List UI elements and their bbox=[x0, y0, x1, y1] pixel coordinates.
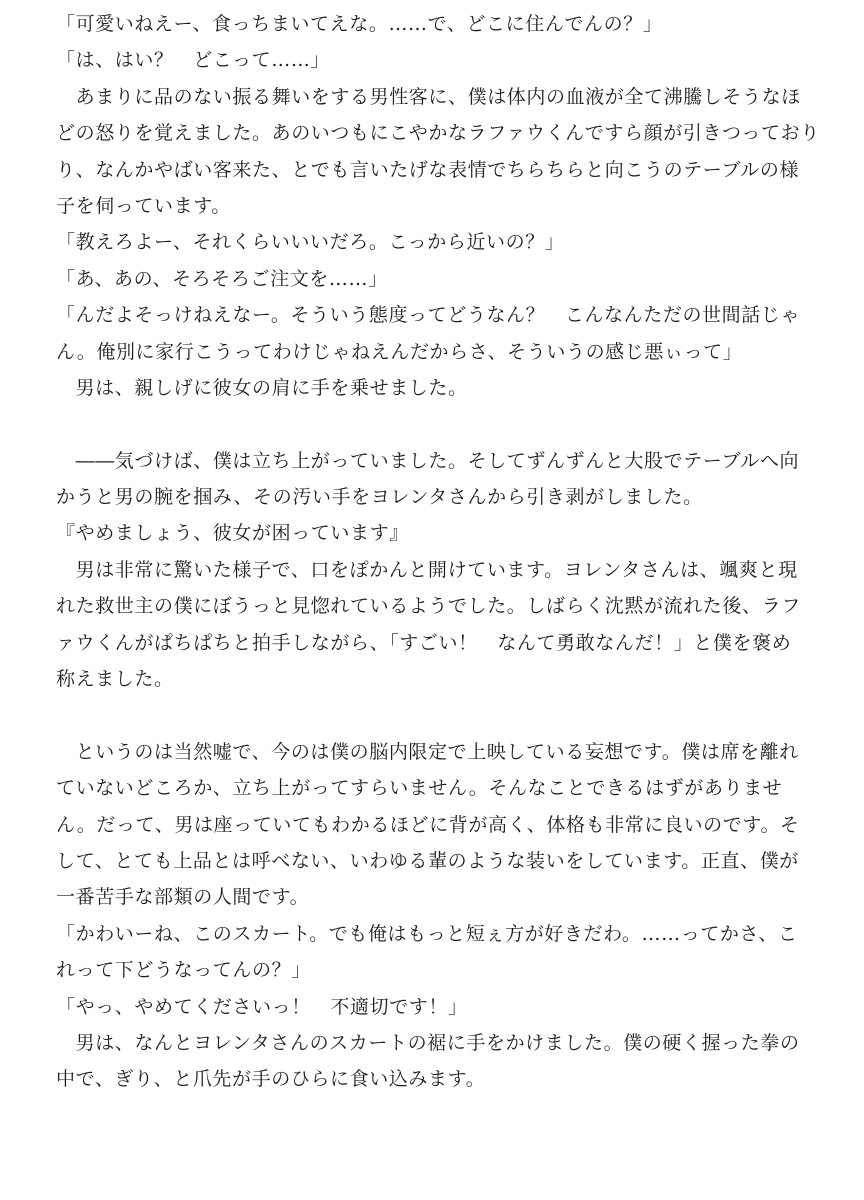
text-line: 「は、はい？ どこって……」 bbox=[56, 49, 331, 72]
text-line: ていないどころか、立ち上がってすらいません。そんなことできるはずがありませ bbox=[56, 777, 783, 800]
text-line: して、とても上品とは呼べない、いわゆる輩のような装いをしています。正直、僕が bbox=[56, 849, 799, 872]
text-line: 子を伺っています。 bbox=[56, 194, 231, 217]
text-line: あまりに品のない振る舞いをする男性客に、僕は体内の血液が全て沸騰しそうなほ bbox=[56, 85, 801, 108]
text-line: 中で、ぎり、と爪先が手のひらに食い込みます。 bbox=[56, 1068, 486, 1091]
blank-line bbox=[56, 406, 824, 442]
text-line: 称えました。 bbox=[56, 668, 174, 691]
text-line: れた救世主の僕にぼうっと見惚れているようでした。しばらく沈黙が流れた後、ラフ bbox=[56, 595, 801, 618]
text-line: ん。だって、男は座っていてもわかるほどに背が高く、体格も非常に良いのです。そ bbox=[56, 813, 800, 836]
text-line: 「んだよそっけねえなー。そういう態度ってどうなん？ こんなんただの世間話じゃ bbox=[56, 304, 801, 327]
text-line: れって下どうなってんの？」 bbox=[56, 959, 311, 982]
text-line: 「可愛いねえー、食っちまいてえな。……で、どこに住んでんの？」 bbox=[56, 13, 663, 35]
text-line: ――気づけば、僕は立ち上がっていました。そしてずんずんと大股でテーブルへ向 bbox=[56, 449, 800, 472]
text-line: 「かわいーね、このスカート。でも俺はもっと短ぇ方が好きだわ。……ってかさ、こ bbox=[56, 922, 798, 945]
text-line: 「あ、あの、そろそろご注文を……」 bbox=[56, 267, 388, 290]
text-line: 男は非常に驚いた様子で、口をぽかんと開けています。ヨレンタさんは、颯爽と現 bbox=[56, 558, 798, 581]
text-line: 『やめましょう、彼女が困っています』 bbox=[56, 522, 409, 545]
text-line: 男は、親しげに彼女の肩に手を乗せました。 bbox=[56, 376, 468, 399]
blank-line bbox=[56, 697, 824, 733]
text-line: 一番苦手な部類の人間です。 bbox=[56, 886, 310, 909]
text-line: 男は、なんとヨレンタさんのスカートの裾に手をかけました。僕の硬く握った拳の bbox=[56, 1031, 800, 1054]
text-line: ん。俺別に家行こうってわけじゃねえんだからさ、そういうの感じ悪ぃって」 bbox=[56, 340, 743, 363]
text-line: 「やっ、やめてくださいっ！ 不適切です！」 bbox=[56, 995, 468, 1018]
text-line: り、なんかやばい客来た、とでも言いたげな表情でちらちらと向こうのテーブルの様 bbox=[56, 158, 800, 181]
text-line: というのは当然嘘で、今のは僕の脳内限定で上映している妄想です。僕は席を離れ bbox=[56, 740, 799, 763]
text-line: かうと男の腕を掴み、その汚い手をヨレンタさんから引き剥がしました。 bbox=[56, 486, 703, 509]
text-line: 「教えろよー、それくらいいいだろ。こっから近いの？」 bbox=[56, 231, 565, 254]
text-line: ァウくんがぱちぱちと拍手しながら、「すごい！ なんて勇敢なんだ！」と僕を褒め bbox=[56, 631, 792, 654]
text-line: どの怒りを覚えました。あのいつもにこやかなラファウくんですら顔が引きつっており bbox=[56, 122, 820, 145]
